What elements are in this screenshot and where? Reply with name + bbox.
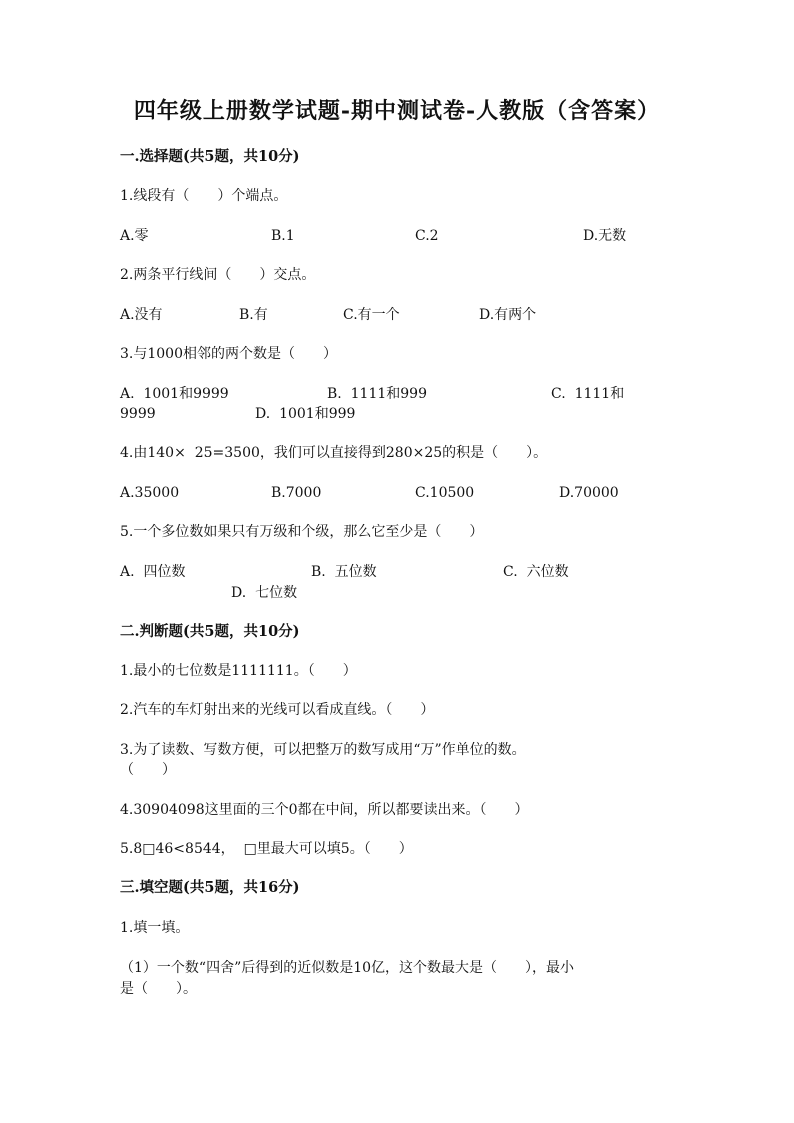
choice-5-option-d: D. 七位数 <box>231 585 298 601</box>
fill-question-1-sub-1-cont: 是（ ）。 <box>120 981 197 997</box>
choice-5-option-b: B. 五位数 <box>311 564 377 580</box>
fill-question-1-sub-1: （1）一个数“四舍”后得到的近似数是10亿，这个数最大是（ ），最小 <box>120 960 575 976</box>
choice-4-option-a: A.35000 <box>120 485 180 501</box>
choice-3-option-d: D. 1001和999 <box>255 406 356 422</box>
choice-2-option-c: C.有一个 <box>343 307 400 323</box>
choice-4-option-c: C.10500 <box>415 485 475 501</box>
judge-question-2: 2.汽车的车灯射出来的光线可以看成直线。（ ） <box>120 702 435 718</box>
choice-4-option-b: B.7000 <box>271 485 322 501</box>
judge-question-5: 5.8□46<8544， □里最大可以填5。（ ） <box>120 841 413 857</box>
choice-3-option-c-cont: 9999 <box>120 406 156 422</box>
fill-question-1: 1.填一填。 <box>120 920 190 936</box>
section-heading-choice: 一.选择题(共5题，共10分) <box>120 148 300 165</box>
choice-1-option-b: B.1 <box>271 228 295 244</box>
choice-1-option-a: A.零 <box>120 228 149 244</box>
page-title: 四年级上册数学试题-期中测试卷-人教版（含答案） <box>133 98 661 124</box>
choice-2-option-b: B.有 <box>239 307 268 323</box>
judge-question-4: 4.30904098这里面的三个0都在中间，所以都要读出来。（ ） <box>120 802 529 818</box>
judge-question-1: 1.最小的七位数是1111111。（ ） <box>120 663 357 679</box>
choice-3-option-b: B. 1111和999 <box>327 386 427 402</box>
choice-1-option-d: D.无数 <box>583 228 627 244</box>
judge-question-3: 3.为了读数、写数方便，可以把整万的数写成用“万”作单位的数。 <box>120 742 526 758</box>
choice-question-1: 1.线段有（ ）个端点。 <box>120 188 288 204</box>
choice-question-4: 4.由140× 25=3500，我们可以直接得到280×25的积是（ ）。 <box>120 445 548 461</box>
section-heading-fill: 三.填空题(共5题，共16分) <box>120 879 300 896</box>
choice-5-option-c: C. 六位数 <box>503 564 569 580</box>
choice-3-option-c: C. 1111和 <box>551 386 625 402</box>
choice-5-option-a: A. 四位数 <box>120 564 186 580</box>
choice-1-option-c: C.2 <box>415 228 439 244</box>
choice-3-option-a: A. 1001和9999 <box>120 386 229 402</box>
section-heading-judge: 二.判断题(共5题，共10分) <box>120 623 300 640</box>
choice-question-3: 3.与1000相邻的两个数是（ ） <box>120 346 337 362</box>
choice-question-2: 2.两条平行线间（ ）交点。 <box>120 267 316 283</box>
judge-question-3-cont: （ ） <box>120 762 176 778</box>
choice-2-option-a: A.没有 <box>120 307 163 323</box>
choice-question-5: 5.一个多位数如果只有万级和个级，那么它至少是（ ） <box>120 524 484 540</box>
choice-2-option-d: D.有两个 <box>479 307 537 323</box>
choice-4-option-d: D.70000 <box>559 485 619 501</box>
